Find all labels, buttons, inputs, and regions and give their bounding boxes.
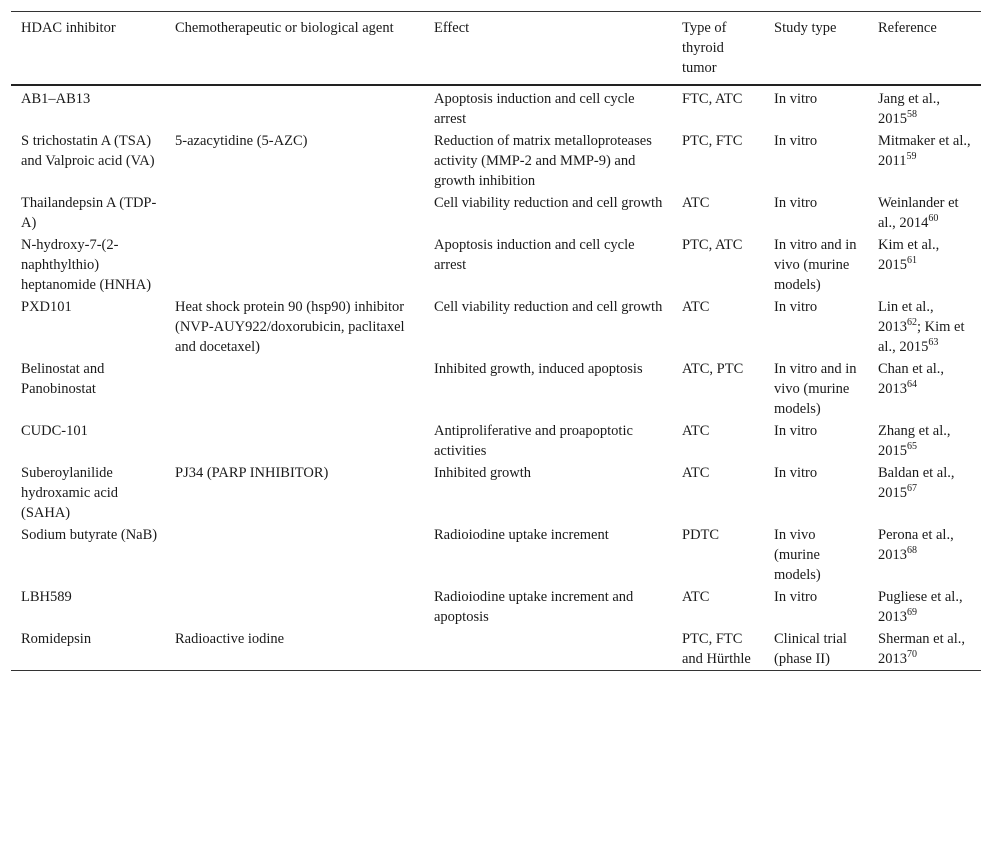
table-row: [11, 420, 981, 462]
cell-study: In vitro and in vivo (murine models): [774, 237, 857, 293]
cell-study: In vitro: [774, 299, 818, 315]
cell-tumor: FTC, ATC: [682, 91, 743, 107]
cell-agent: Heat shock protein 90 (hsp90) inhibitor (NVP-AUY922/doxorubicin, paclitaxel and docetaxel): [175, 299, 405, 355]
cell-reference: [868, 462, 981, 524]
cell-hdac: N-hydroxy-7-(2-naphthylthio) heptanomide (HNHA): [21, 237, 152, 293]
header-reference: Reference: [878, 20, 937, 36]
ref-text: Chan et al., 2013: [878, 361, 945, 397]
cell-effect: Inhibited growth, induced apoptosis: [434, 361, 643, 377]
table-row: [11, 85, 981, 130]
cell-tumor: PTC, FTC: [682, 133, 743, 149]
cell-agent: [165, 358, 424, 420]
ref-text: Jang et al., 2015: [878, 91, 941, 127]
ref-citation: 60: [928, 213, 939, 225]
cell-study: In vitro: [774, 589, 818, 605]
cell-effect: Radioiodine uptake increment: [434, 527, 609, 543]
cell-study: In vitro: [774, 133, 818, 149]
table-row: [11, 586, 981, 628]
ref-citation: 70: [907, 649, 917, 661]
ref-text: Zhang et al., 2015: [878, 423, 951, 459]
cell-tumor: ATC: [682, 299, 710, 315]
header-study: Study type: [774, 20, 837, 36]
table-row: [11, 130, 981, 192]
cell-hdac: Sodium butyrate (NaB): [21, 527, 158, 543]
ref-citation: 67: [907, 483, 917, 495]
cell-effect: Apoptosis induction and cell cycle arrest: [434, 91, 635, 127]
cell-effect: Cell viability reduction and cell growth: [434, 299, 663, 315]
cell-tumor: PTC, ATC: [682, 237, 743, 253]
ref-text: Perona et al., 2013: [878, 527, 954, 563]
cell-agent: [165, 192, 424, 234]
ref-text: Baldan et al., 2015: [878, 465, 955, 501]
cell-effect: Apoptosis induction and cell cycle arrest: [434, 237, 635, 273]
cell-effect: [424, 628, 672, 671]
table-container: [11, 11, 981, 671]
cell-study: In vitro: [774, 465, 818, 481]
cell-hdac: Thailandepsin A (TDP-A): [21, 195, 157, 231]
cell-effect: Inhibited growth: [434, 465, 532, 481]
cell-reference: [868, 628, 981, 671]
cell-tumor: PTC, FTC and Hürthle: [682, 631, 751, 667]
table-row: [11, 628, 981, 671]
cell-hdac: CUDC-101: [21, 423, 88, 439]
cell-tumor: ATC: [682, 465, 710, 481]
cell-tumor: ATC, PTC: [682, 361, 744, 377]
cell-reference: [868, 420, 981, 462]
cell-tumor: ATC: [682, 195, 710, 211]
header-hdac: HDAC inhibitor: [21, 20, 116, 36]
ref-citation: 64: [907, 379, 917, 391]
cell-agent: 5-azacytidine (5-AZC): [175, 133, 308, 149]
header-effect: Effect: [434, 20, 470, 36]
cell-hdac: PXD101: [21, 299, 72, 315]
ref-citation: 68: [907, 545, 917, 557]
ref-citation: 69: [907, 607, 917, 619]
cell-tumor: PDTC: [682, 527, 720, 543]
cell-tumor: ATC: [682, 423, 710, 439]
cell-hdac: AB1–AB13: [21, 91, 91, 107]
cell-agent: [165, 420, 424, 462]
header-agent: Chemotherapeutic or biological agent: [175, 20, 394, 36]
cell-study: In vitro: [774, 195, 818, 211]
cell-agent: [165, 85, 424, 130]
cell-tumor: ATC: [682, 589, 710, 605]
cell-study: In vitro and in vivo (murine models): [774, 361, 857, 417]
ref-text: Weinlander et al., 2014: [878, 195, 959, 231]
cell-agent: [165, 586, 424, 628]
ref-citation: 65: [907, 441, 917, 453]
cell-agent: [165, 234, 424, 296]
cell-effect: Reduction of matrix metalloproteases activity (MMP-2 and MMP-9) and growth inhibition: [434, 133, 652, 189]
ref-citation-2: 63: [928, 337, 939, 349]
cell-hdac: Romidepsin: [21, 631, 92, 647]
ref-text-2: ; Kim et al., 2015: [878, 319, 965, 355]
cell-reference: [868, 586, 981, 628]
cell-study: In vitro: [774, 423, 818, 439]
cell-hdac: Suberoylanilide hydroxamic acid (SAHA): [21, 465, 119, 521]
ref-citation: 62: [907, 317, 917, 329]
ref-text: Pugliese et al., 2013: [878, 589, 963, 625]
table-row: [11, 192, 981, 234]
cell-effect: Radioiodine uptake increment and apoptosis: [434, 589, 634, 625]
ref-citation: 61: [907, 255, 917, 267]
header-tumor: Type of thyroid tumor: [682, 20, 727, 76]
cell-reference: [868, 234, 981, 296]
cell-agent: PJ34 (PARP INHIBITOR): [175, 465, 329, 481]
cell-agent: [165, 524, 424, 586]
cell-reference: [868, 192, 981, 234]
cell-agent: Radioactive iodine: [175, 631, 285, 647]
cell-effect: Antiproliferative and proapoptotic activities: [434, 423, 633, 459]
cell-hdac: Belinostat and Panobinostat: [21, 361, 105, 397]
header-row: [11, 12, 981, 86]
ref-text: Sherman et al., 2013: [878, 631, 965, 667]
table-row: [11, 358, 981, 420]
ref-text: Mitmaker et al., 2011: [878, 133, 971, 169]
cell-hdac: S trichostatin A (TSA) and Valproic acid (VA): [21, 133, 155, 169]
cell-reference: [868, 524, 981, 586]
table-row: [11, 524, 981, 586]
cell-hdac: LBH589: [21, 589, 72, 605]
table-row: [11, 234, 981, 296]
cell-reference: [868, 358, 981, 420]
cell-study: In vivo (murine models): [774, 527, 821, 583]
ref-citation: 59: [906, 151, 917, 163]
ref-text: Kim et al., 2015: [878, 237, 940, 273]
cell-reference: [868, 130, 981, 192]
cell-reference: [868, 85, 981, 130]
cell-reference: [868, 296, 981, 358]
hdac-inhibitor-table: [11, 11, 981, 671]
cell-effect: Cell viability reduction and cell growth: [434, 195, 663, 211]
ref-text: Lin et al., 2013: [878, 299, 934, 335]
table-row: [11, 462, 981, 524]
cell-study: In vitro: [774, 91, 818, 107]
ref-citation: 58: [907, 109, 917, 121]
cell-study: Clinical trial (phase II): [774, 631, 847, 667]
table-body: [11, 85, 981, 671]
table-row: [11, 296, 981, 358]
